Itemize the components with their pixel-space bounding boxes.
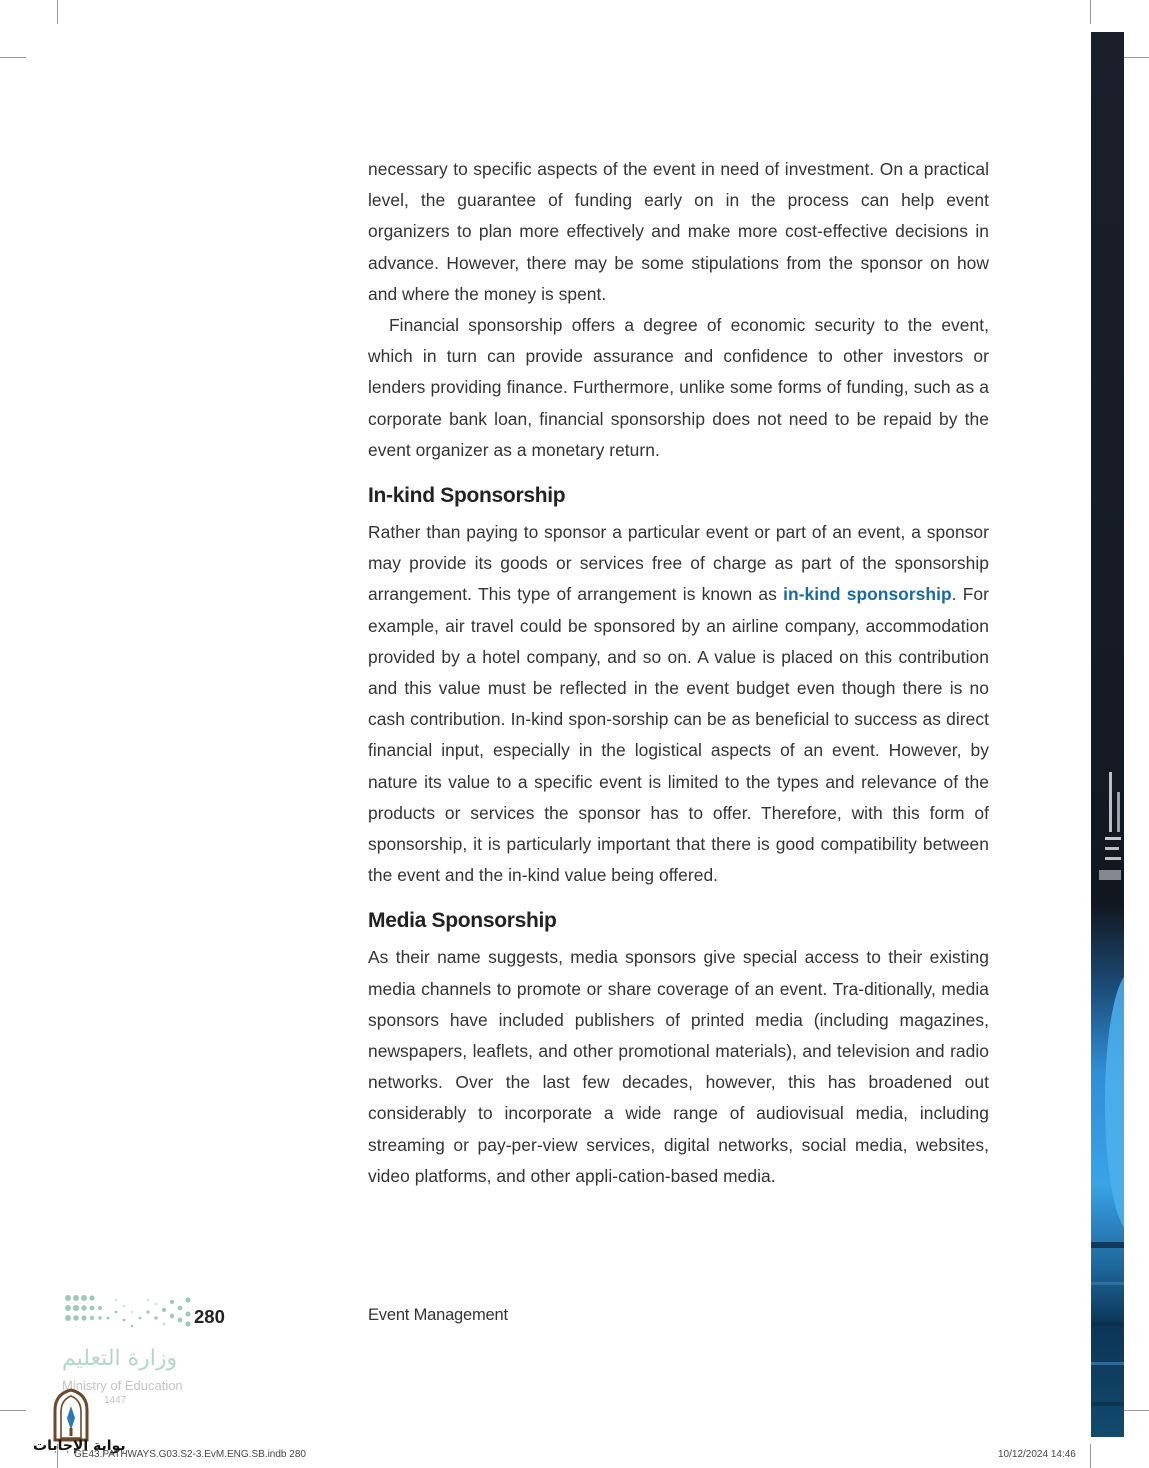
book-title: Event Management: [368, 1306, 508, 1324]
side-photo-details: [1091, 32, 1124, 1437]
inkind-text-before: Rather than paying to sponsor a particular event or part of an event, a sponsor may provide its goods or services free of charge as part of the sponsorship arrangement. This type of arrangement is known as: [368, 522, 989, 605]
crop-mark-top-right-h: [1124, 57, 1149, 58]
heading-media-sponsorship: Media Sponsorship: [368, 909, 557, 933]
inkind-text-after: . For example, air travel could be sponsored by an airline company, accommodation provided by a hotel company, and so on. A value is placed on this contribution and this value must be reflected in the event budget even though there is no cash contribution. In-kind spon-sorship can be as beneficial to success as direct financial input, especially in the logistical aspects of an event. However, by nature its value to a specific event is limited to the types and relevance of the products or services the sponsor has to offer. Therefore, with this form of sponsorship, it is particularly important that there is good compatibility between the event and the in-kind value being offered.: [368, 584, 989, 886]
ministry-name-english: Ministry of Education: [62, 1378, 183, 1393]
crop-mark-bottom-right-v: [1090, 1444, 1091, 1468]
ministry-dots-logo: [62, 1290, 202, 1330]
crop-mark-top-left-v: [57, 0, 58, 24]
paragraph-media-sponsorship: As their name suggests, media sponsors give special access to their existing media channels to promote or share coverage of an event. Tra-ditionally, media sponsors have included publishers of printed media (including magazines, newspapers, leaflets, and other promotional materials), and television and radio networks. Over the last few decades, however, this has broadened out considerably to incorporate a wide range of audiovisual media, including streaming or pay-per-view services, digital networks, social media, websites, video platforms, and other appli-cation-based media.: [368, 947, 989, 1186]
crop-mark-top-right-v: [1090, 0, 1091, 24]
paragraph-financial-sponsorship: Financial sponsorship offers a degree of economic security to the event, which in turn can provide assurance and confidence to other investors or lenders providing finance. Furthermore, unlike some forms of funding, such as a corporate bank loan, financial sponsorship does not need to be repaid by the event organizer as a monetary return.: [368, 315, 989, 460]
crop-mark-bottom-left-h: [0, 1410, 26, 1411]
paragraph-funding: necessary to specific aspects of the event in need of investment. On a practical level, the guarantee of funding early on in the process can help event organizers to plan more effectively and make more cost-effective decisions in advance. However, there may be some stipulations from the sponsor on how and where the money is spent.: [368, 159, 989, 304]
heading-inkind-sponsorship: In-kind Sponsorship: [368, 484, 566, 508]
crop-mark-bottom-right-h: [1124, 1410, 1149, 1411]
print-slug-date: 10/12/2024 14:46: [998, 1449, 1076, 1460]
main-text-column: [368, 154, 989, 1192]
side-photo-strip: [1091, 32, 1124, 1437]
portal-name: بوابة الإجابات: [33, 1438, 126, 1454]
ministry-year: 1447: [104, 1395, 127, 1406]
ministry-name-arabic: وزارة التعليم: [62, 1346, 178, 1371]
print-slug-file: GE43.PATHWAYS.G03.S2-3.EvM.ENG.SB.indb 280: [74, 1449, 306, 1460]
page-number: 280: [194, 1306, 225, 1327]
inkind-term: in-kind sponsorship: [783, 584, 952, 605]
paragraph-inkind-sponsorship: [368, 517, 989, 891]
crop-mark-top-left-h: [0, 57, 26, 58]
portal-lantern-icon: [45, 1388, 97, 1442]
